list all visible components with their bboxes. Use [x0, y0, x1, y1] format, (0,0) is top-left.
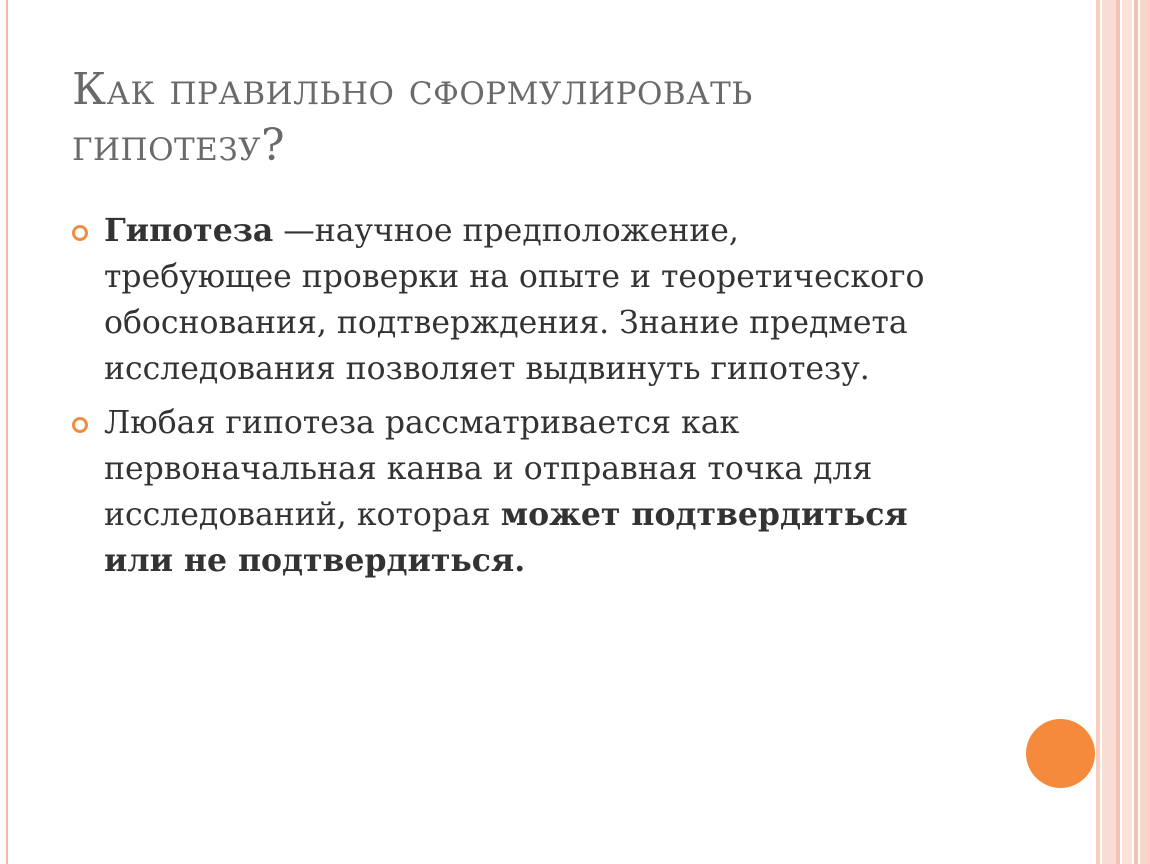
- right-decorative-stripe: [1102, 0, 1116, 864]
- right-decorative-stripe: [1096, 0, 1100, 864]
- bullet-line: исследования позволяет выдвинуть гипотезу.: [104, 351, 870, 387]
- orange-circle-decoration: [1026, 719, 1095, 788]
- right-decorative-stripe: [1122, 0, 1132, 864]
- bullet-text: —научное предположение,: [273, 213, 739, 249]
- slide-title-line: гипотезу?: [72, 120, 286, 171]
- bullet-ring-icon: [72, 417, 88, 433]
- bullet-text: исследований, которая: [104, 497, 501, 533]
- right-decorative-stripe: [1140, 0, 1150, 864]
- right-decorative-stripe: [1134, 0, 1138, 864]
- bullet-line: [104, 492, 1012, 538]
- bullet-list: [72, 208, 1012, 592]
- right-decorative-stripe: [1116, 0, 1120, 864]
- term-bold: Гипотеза: [104, 212, 274, 249]
- bullet-item: [72, 400, 1012, 584]
- slide-title: [72, 62, 1052, 174]
- emphasis-bold: может подтвердиться: [500, 496, 908, 533]
- bullet-line: Любая гипотеза рассматривается как: [104, 405, 740, 441]
- bullet-item: [72, 208, 1012, 392]
- bullet-line: или не подтвердиться.: [104, 542, 526, 579]
- slide-title-line: Как правильно сформулировать: [72, 64, 753, 115]
- bullet-line: обоснования, подтверждения. Знание предмета: [104, 305, 908, 341]
- bullet-ring-icon: [72, 225, 88, 241]
- bullet-line: [104, 208, 1012, 254]
- bullet-line: требующее проверки на опыте и теоретического: [104, 259, 925, 295]
- bullet-line: первоначальная канва и отправная точка для: [104, 451, 873, 487]
- left-border-line: [6, 0, 8, 864]
